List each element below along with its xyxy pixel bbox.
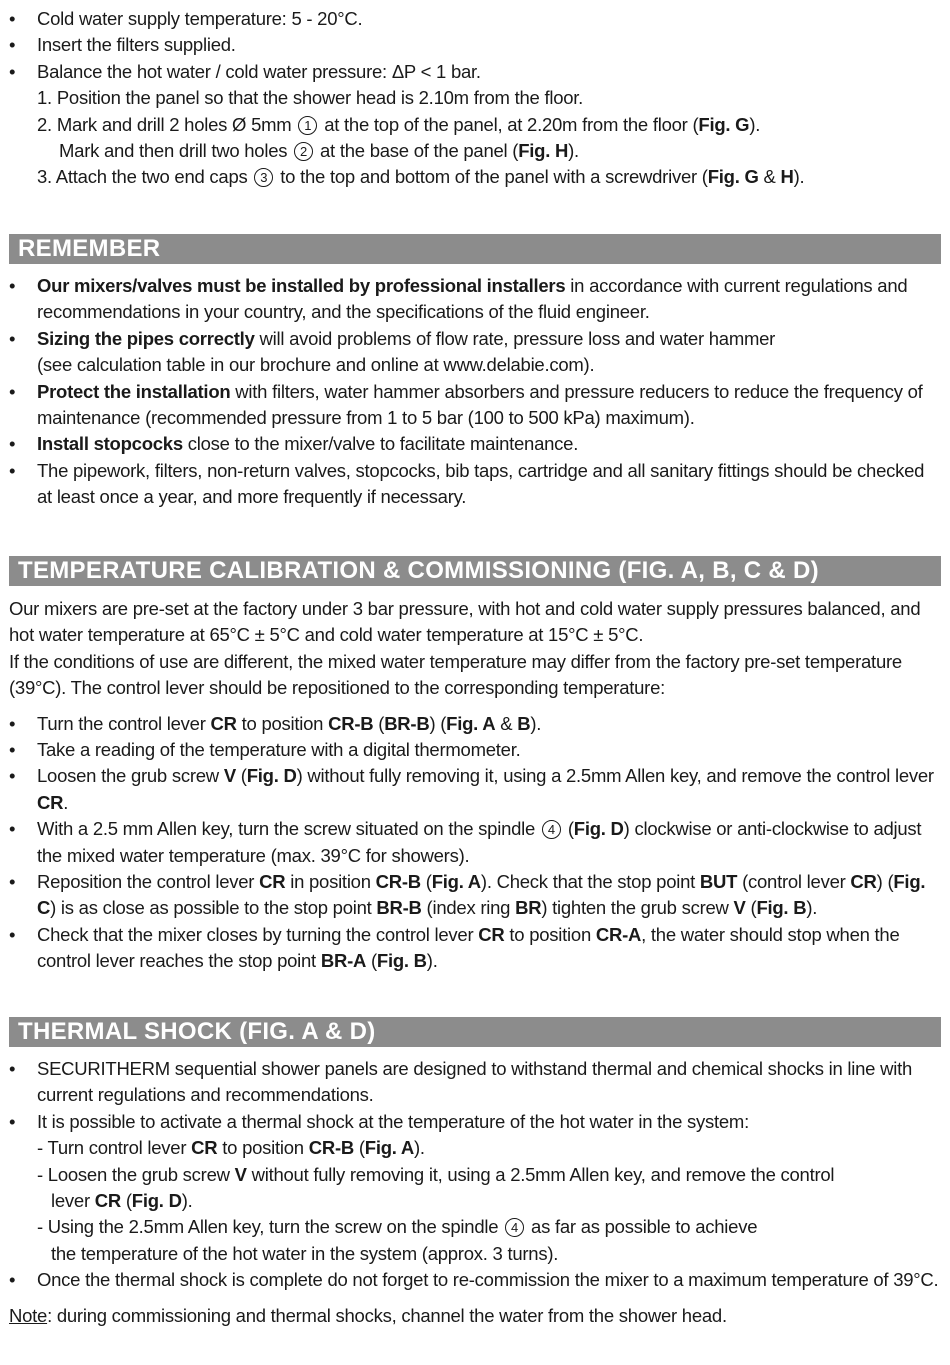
b: BR-B — [376, 897, 422, 919]
list-item — [0, 431, 950, 457]
t: ). — [181, 1190, 193, 1212]
t: to position — [504, 923, 596, 945]
circled-number-3: 3 — [254, 168, 273, 187]
section-header: THERMAL SHOCK (FIG. A & D) — [9, 1017, 941, 1047]
t: SECURITHERM sequential shower panels are designed to withstand thermal and chemical shocks in line with current regulations and recommendations. — [37, 1058, 913, 1106]
t: - Loosen the grub screw — [37, 1163, 235, 1185]
list-item — [0, 922, 950, 975]
t: ) clockwise or anti-clockwise to adjust the mixed water temperature (max. 39°C for showers). — [37, 818, 922, 866]
t: without fully removing it, using a 2.5mm Allen key, and remove the control — [246, 1163, 835, 1185]
intro-section — [0, 6, 950, 191]
dash-item — [37, 1135, 944, 1161]
t: ) ( — [876, 871, 894, 893]
b: Fig. D — [573, 818, 624, 840]
punct: ). — [793, 166, 805, 188]
t: ( — [420, 871, 432, 893]
list-item — [0, 869, 950, 922]
t: ( — [235, 765, 247, 787]
list-item — [0, 737, 950, 763]
b: Fig. D — [246, 765, 297, 787]
step-text: at the top of the panel, at 2.20m from the floor ( — [324, 113, 699, 135]
b: Fig. A — [431, 871, 481, 893]
step-2 — [0, 112, 950, 165]
remember-section — [0, 234, 950, 511]
t: ) without fully removing it, using a 2.5mm Allen key, and remove the control lever — [296, 765, 934, 787]
figure-ref: Fig. G — [707, 166, 759, 188]
list-item-text: close to the mixer/valve to facilitate maintenance. — [182, 433, 579, 455]
b: CR-B — [375, 871, 421, 893]
t: - Turn control lever — [37, 1137, 192, 1159]
t: Reposition the control lever — [37, 871, 260, 893]
b: V — [733, 897, 746, 919]
t: & — [495, 712, 518, 734]
step-3 — [0, 164, 950, 190]
t: ( — [366, 950, 377, 972]
figure-ref: H — [780, 166, 794, 188]
b: CR — [259, 871, 286, 893]
b: CR — [94, 1190, 121, 1212]
b: CR — [210, 712, 237, 734]
paragraph — [0, 596, 950, 649]
remember-list — [0, 273, 950, 511]
t: , the water should stop when the control lever reaches the stop point — [37, 923, 900, 972]
t: ) is as close as possible to the stop point — [50, 897, 377, 919]
t: the temperature of the hot water in the system (approx. 3 turns). — [51, 1242, 559, 1264]
b: Fig. A — [364, 1137, 414, 1159]
t: . — [63, 791, 69, 813]
list-item — [0, 816, 950, 869]
t: Loosen the grub screw — [37, 765, 224, 787]
list-item-text: with filters, water hammer absorbers and pressure reducers to reduce the frequency of maintenance (recommended pressure from 1 to 5 bar (100 to 500 kPa) maximum). — [37, 380, 923, 429]
list-item — [0, 458, 950, 511]
circled-number-2: 2 — [294, 142, 313, 161]
t: (index ring — [421, 897, 516, 919]
t: - Using the 2.5mm Allen key, turn the screw on the spindle — [37, 1216, 499, 1238]
b: V — [223, 765, 236, 787]
b: CR-B — [328, 712, 374, 734]
b: Fig. B — [756, 897, 807, 919]
b: CR — [191, 1137, 218, 1159]
t: ( — [562, 818, 574, 840]
b: BUT — [699, 871, 738, 893]
step-text: Mark and then drill two holes — [59, 140, 288, 162]
b: Fig. D — [131, 1190, 182, 1212]
list-item — [0, 1109, 950, 1267]
t: (control lever — [737, 871, 851, 893]
section-header: TEMPERATURE CALIBRATION & COMMISSIONING (FIG. A, B, C & D) — [9, 556, 941, 586]
dash-continued — [37, 1188, 944, 1214]
t: in position — [285, 871, 376, 893]
calibration-list — [0, 711, 950, 975]
list-item — [0, 1056, 950, 1109]
note-label: Note — [9, 1304, 48, 1326]
note — [0, 1303, 950, 1329]
circled-number-4: 4 — [542, 820, 561, 839]
step-text: to the top and bottom of the panel with a screwdriver ( — [280, 166, 708, 188]
t: ). — [806, 897, 818, 919]
dash-item — [37, 1214, 944, 1267]
bold-text: Sizing the pipes correctly — [37, 327, 255, 349]
step-1 — [0, 85, 950, 111]
punct: ). — [749, 113, 761, 135]
b: CR — [37, 791, 64, 813]
step-text: 3. Attach the two end caps — [37, 166, 248, 188]
t: ). — [530, 712, 542, 734]
figure-ref: Fig. H — [518, 140, 569, 162]
thermal-list — [0, 1056, 950, 1294]
t: ). Check that the stop point — [480, 871, 700, 893]
list-item-text: Cold water supply temperature: 5 - 20°C. — [37, 8, 363, 29]
step-text: 1. Position the panel so that the shower head is 2.10m from the floor. — [37, 87, 584, 109]
list-item — [0, 1267, 950, 1293]
b: Fig. B — [376, 950, 427, 972]
b: CR — [850, 871, 877, 893]
punct: ). — [568, 140, 579, 162]
list-item — [0, 763, 950, 816]
b: B — [517, 712, 531, 734]
paragraph-text: Our mixers are pre-set at the factory under 3 bar pressure, with hot and cold water supply pressures balanced, and hot water temperature at 65°C ± 5°C and cold water temperature at 15°C ± 5°C. — [9, 598, 921, 646]
list-item-text: will avoid problems of flow rate, pressure loss and water hammer — [254, 327, 776, 349]
list-item — [0, 379, 950, 432]
step-text: 2. Mark and drill 2 holes Ø 5mm — [37, 113, 292, 135]
list-item — [0, 32, 950, 58]
calibration-section — [0, 556, 950, 975]
list-item-text: (see calculation table in our brochure and online at www.delabie.com). — [37, 354, 595, 376]
list-item — [0, 59, 950, 85]
t: as far as possible to achieve — [526, 1216, 758, 1238]
bold-text: Install stopcocks — [37, 433, 183, 455]
t: ( — [373, 712, 385, 734]
circled-number-1: 1 — [298, 116, 317, 135]
b: CR-A — [595, 923, 642, 945]
list-item — [0, 711, 950, 737]
t: Check that the mixer closes by turning the control lever — [37, 923, 479, 945]
b: Fig. A — [446, 712, 496, 734]
t: ). — [414, 1137, 425, 1159]
circled-number-4: 4 — [505, 1218, 524, 1237]
list-item-text: Balance the hot water / cold water pressure: ΔP < 1 bar. — [37, 60, 481, 82]
figure-ref: Fig. G — [698, 113, 750, 135]
t: Take a reading of the temperature with a digital thermometer. — [37, 739, 521, 761]
t: ) ( — [429, 712, 447, 734]
t: With a 2.5 mm Allen key, turn the screw situated on the spindle — [37, 818, 536, 840]
t: ). — [426, 950, 438, 972]
dash-item — [37, 1162, 944, 1215]
list-item — [0, 273, 950, 326]
intro-list — [0, 6, 950, 85]
t: lever — [51, 1190, 95, 1212]
t: ( — [120, 1190, 132, 1212]
t: Turn the control lever — [37, 712, 211, 734]
t: It is possible to activate a thermal shock at the temperature of the hot water in the system: — [37, 1110, 749, 1132]
b: V — [234, 1163, 247, 1185]
b: CR — [478, 923, 505, 945]
t: ) tighten the grub screw — [541, 897, 734, 919]
list-item — [0, 326, 950, 379]
thermal-section — [0, 1017, 950, 1329]
t: ( — [745, 897, 757, 919]
paragraph-text: If the conditions of use are different, the mixed water temperature may differ from the factory pre-set temperature (39°C). The control lever should be repositioned to the corresponding temperature: — [9, 650, 902, 699]
b: BR-A — [320, 950, 367, 972]
step-2-continued — [37, 138, 950, 164]
punct: & — [758, 166, 781, 188]
note-text: : during commissioning and thermal shocks, channel the water from the shower head. — [47, 1304, 727, 1326]
t: to position — [236, 712, 329, 734]
bold-text: Our mixers/valves must be installed by professional installers — [37, 275, 566, 296]
t: to position — [217, 1137, 309, 1159]
t: Once the thermal shock is complete do not forget to re-commission the mixer to a maximum temperature of 39°C. — [37, 1269, 939, 1291]
b: BR — [515, 897, 542, 919]
bold-text: Protect the installation — [37, 380, 231, 402]
b: CR-B — [308, 1137, 354, 1159]
paragraph — [0, 649, 950, 702]
dash-continued — [37, 1241, 944, 1267]
list-item-text: The pipework, filters, non-return valves, stopcocks, bib taps, cartridge and all sanitary fittings should be checked at least once a year, and more frequently if necessary. — [37, 459, 925, 508]
step-text: at the base of the panel ( — [320, 140, 519, 162]
list-item-text: Insert the filters supplied. — [37, 34, 236, 56]
b: BR-B — [384, 712, 430, 734]
list-item — [0, 6, 950, 32]
b: Fig. C — [37, 871, 926, 919]
t: ( — [353, 1137, 365, 1159]
section-header: REMEMBER — [9, 234, 941, 264]
list-item-text: in accordance with current regulations and recommendations in your country, and the specifications of the fluid engineer. — [37, 275, 908, 323]
